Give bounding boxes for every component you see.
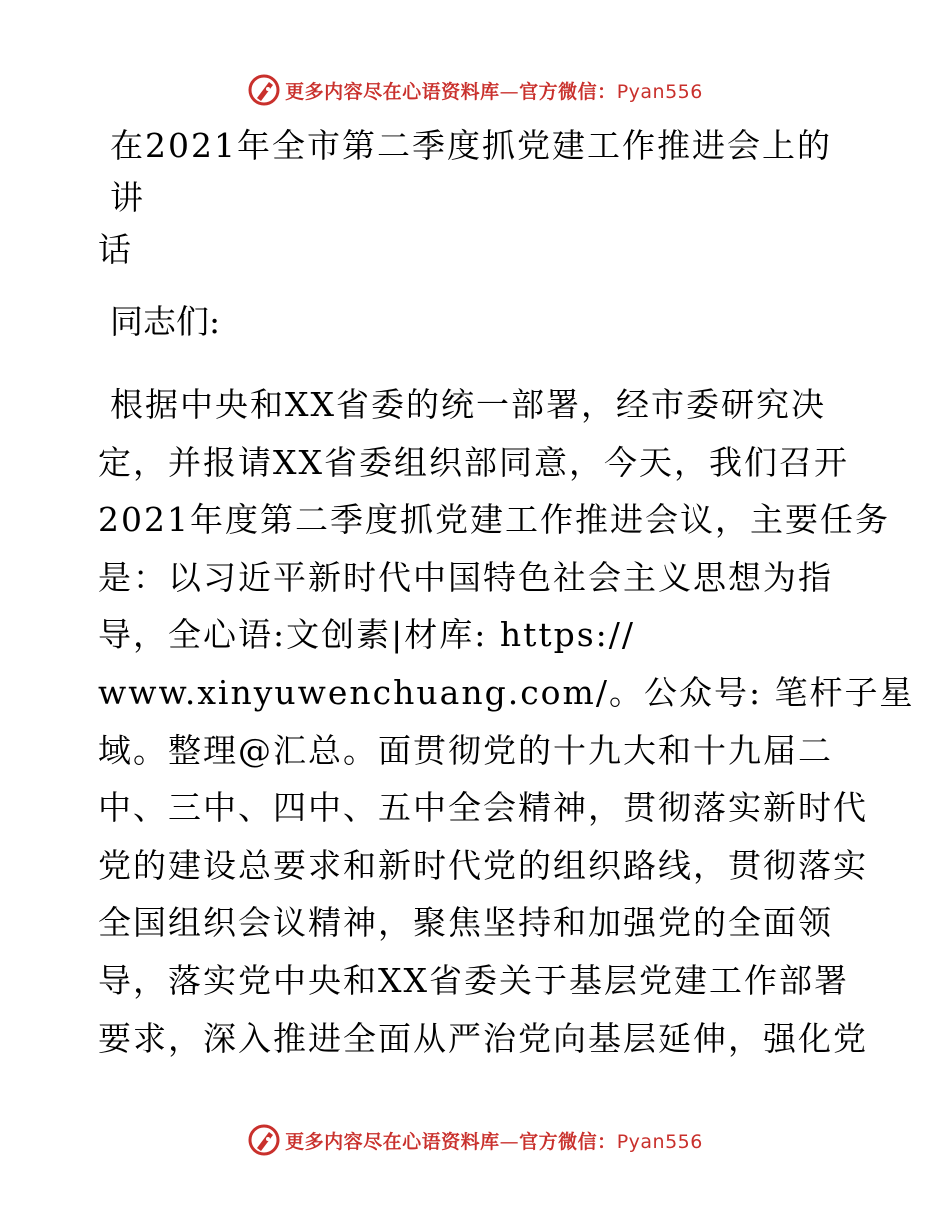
paragraph-line: 根据中央和XX省委的统一部署，经市委研究决	[110, 385, 826, 424]
pen-nib-logo-icon	[247, 1123, 281, 1157]
banner-wechat-id: Pyan556	[616, 1130, 703, 1153]
title-line: 话	[98, 230, 133, 269]
header-banner	[0, 70, 950, 110]
banner-text	[285, 1127, 703, 1154]
banner-wechat-label: 官方微信：	[519, 80, 617, 103]
paragraph-line: 要求，深入推进全面从严治党向基层延伸，强化党	[98, 1018, 868, 1058]
banner-separator: —	[499, 80, 520, 103]
paragraph-line: 中、三中、四中、五中全会精神，贯彻落实新时代	[98, 788, 868, 828]
banner-site: 更多内容尽在心语资料库	[285, 1130, 500, 1153]
paragraph-line: 党的建设总要求和新时代党的组织路线，贯彻落实	[98, 845, 868, 885]
banner-wechat-id: Pyan556	[616, 80, 703, 103]
paragraph-line: 定，并报请XX省委组织部同意，今天，我们召开	[98, 442, 849, 482]
paragraph-line: 2021年度第二季度抓党建工作推进会议，主要任务	[98, 500, 890, 540]
paragraph-line: 全国组织会议精神，聚焦坚持和加强党的全面领	[98, 903, 833, 943]
banner-text	[285, 77, 703, 104]
footer-banner	[0, 1120, 950, 1160]
title-line: 在2021年全市第二季度抓党建工作推进会上的讲	[110, 126, 832, 217]
paragraph-line: 是：以习近平新时代中国特色社会主义思想为指	[98, 557, 833, 597]
body-paragraph	[98, 376, 915, 1067]
banner-separator: —	[499, 1130, 520, 1153]
salutation: 同志们:	[110, 302, 221, 341]
document-title	[98, 120, 858, 276]
pen-nib-logo-icon	[247, 73, 281, 107]
document-body	[98, 120, 915, 1067]
paragraph-line: 导，落实党中央和XX省委关于基层党建工作部署	[98, 960, 849, 1000]
paragraph-line: www.xinyuwenchuang.com/。公众号: 笔杆子星	[98, 672, 915, 712]
banner-wechat-label: 官方微信：	[519, 1130, 617, 1153]
paragraph-line: 域。整理@汇总。面贯彻党的十九大和十九届二	[98, 730, 833, 770]
banner-site: 更多内容尽在心语资料库	[285, 80, 500, 103]
paragraph-line: 导，全心语:文创素|材库: https://	[98, 615, 636, 655]
